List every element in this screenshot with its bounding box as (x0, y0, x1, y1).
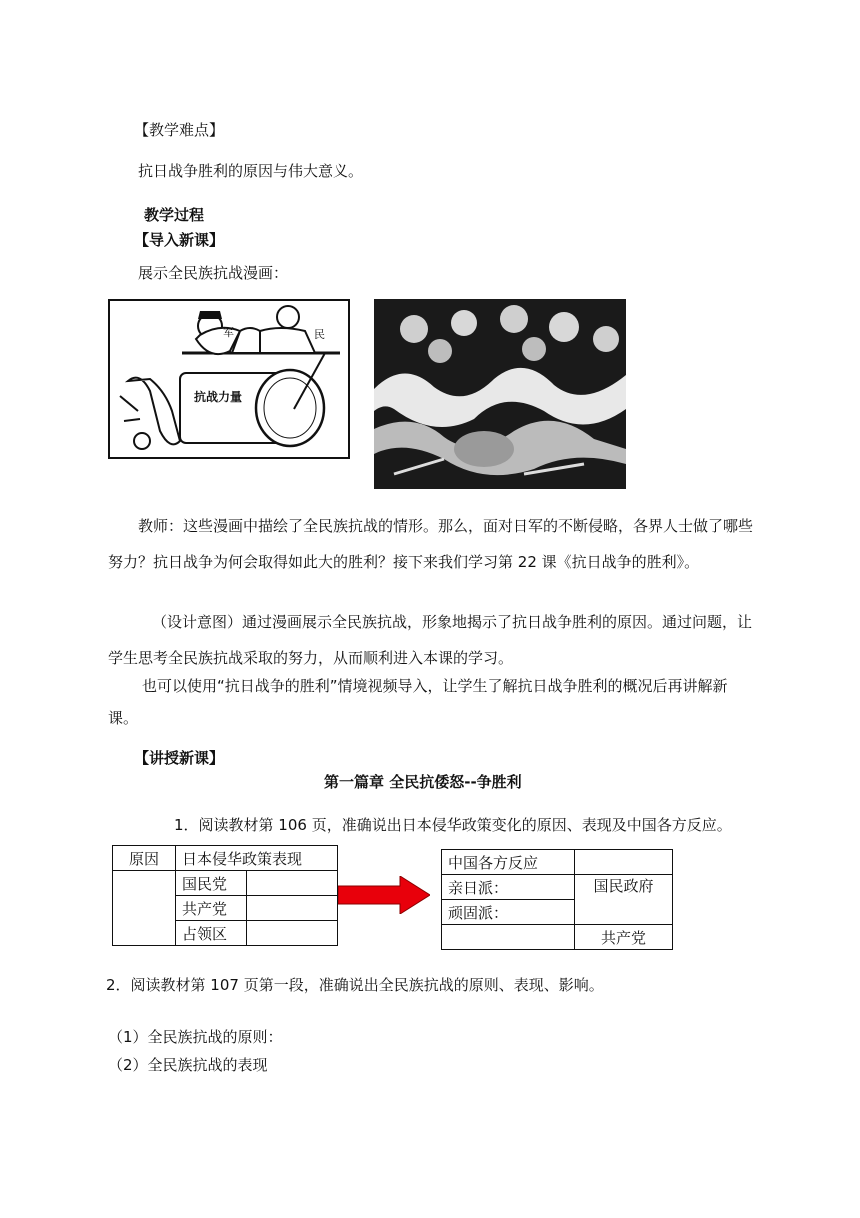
difficulty-text: 抗日战争胜利的原因与伟大意义。 (138, 162, 364, 180)
cpc-label: 共产党 (575, 925, 673, 950)
process-heading: 教学过程 (144, 206, 205, 224)
row-kmt: 国民党 (176, 871, 247, 896)
sub-question-1: （1）全民族抗战的原则： (108, 1028, 283, 1046)
question-1: 1．阅读教材第 106 页，准确说出日本侵华政策变化的原因、表现及中国各方反应。 (174, 816, 732, 834)
label-army: 军 (223, 326, 234, 339)
video-intro-text: 也可以使用“抗日战争的胜利”情境视频导入，让学生了解抗日战争胜利的概况后再讲解新课。 (108, 677, 728, 727)
question-2: 2．阅读教材第 107 页第一段，准确说出全民族抗战的原则、表现、影响。 (106, 976, 604, 994)
label-people: 民 (314, 328, 325, 341)
new-lesson-heading: 【讲授新课】 (134, 749, 225, 767)
col-reason: 原因 (113, 846, 176, 871)
col-policy: 日本侵华政策表现 (176, 846, 338, 871)
diehard-label: 顽固派： (442, 900, 575, 925)
woodcut-drawing (374, 299, 626, 489)
row-cpc-value (247, 896, 338, 921)
row-occupied: 占领区 (176, 921, 247, 946)
row-cpc: 共产党 (176, 896, 247, 921)
intro-heading: 【导入新课】 (134, 231, 225, 249)
red-arrow-icon (338, 876, 430, 914)
cartoon-woodcut (374, 299, 626, 489)
cartoon-road-roller (108, 299, 350, 459)
reaction-table (441, 849, 673, 950)
intro-text: 展示全民族抗战漫画： (138, 264, 289, 282)
design-intent-text: （设计意图）通过漫画展示全民族抗战，形象地揭示了抗日战争胜利的原因。通过问题，让学生思考全民族抗战采取的努力，从而顺利进入本课的学习。 (108, 613, 753, 667)
gov-label: 国民政府 (575, 875, 673, 925)
reason-cell (113, 871, 176, 946)
chapter-title: 第一篇章 全民抗倭怒--争胜利 (324, 773, 522, 791)
sub-question-2: （2）全民族抗战的表现 (108, 1056, 268, 1074)
col-reaction: 中国各方反应 (442, 850, 575, 875)
roller-label: 抗战力量 (194, 390, 243, 404)
row-occupied-value (247, 921, 338, 946)
policy-table (112, 845, 338, 946)
pro-japan-label: 亲日派： (442, 875, 575, 900)
difficulty-heading: 【教学难点】 (134, 121, 225, 139)
teacher-text: 教师：这些漫画中描绘了全民族抗战的情形。那么，面对日军的不断侵略，各界人士做了哪些努力？抗日战争为何会取得如此大的胜利？接下来我们学习第 22 课《抗日战争的胜利》。 (108, 517, 754, 571)
row-kmt-value (247, 871, 338, 896)
